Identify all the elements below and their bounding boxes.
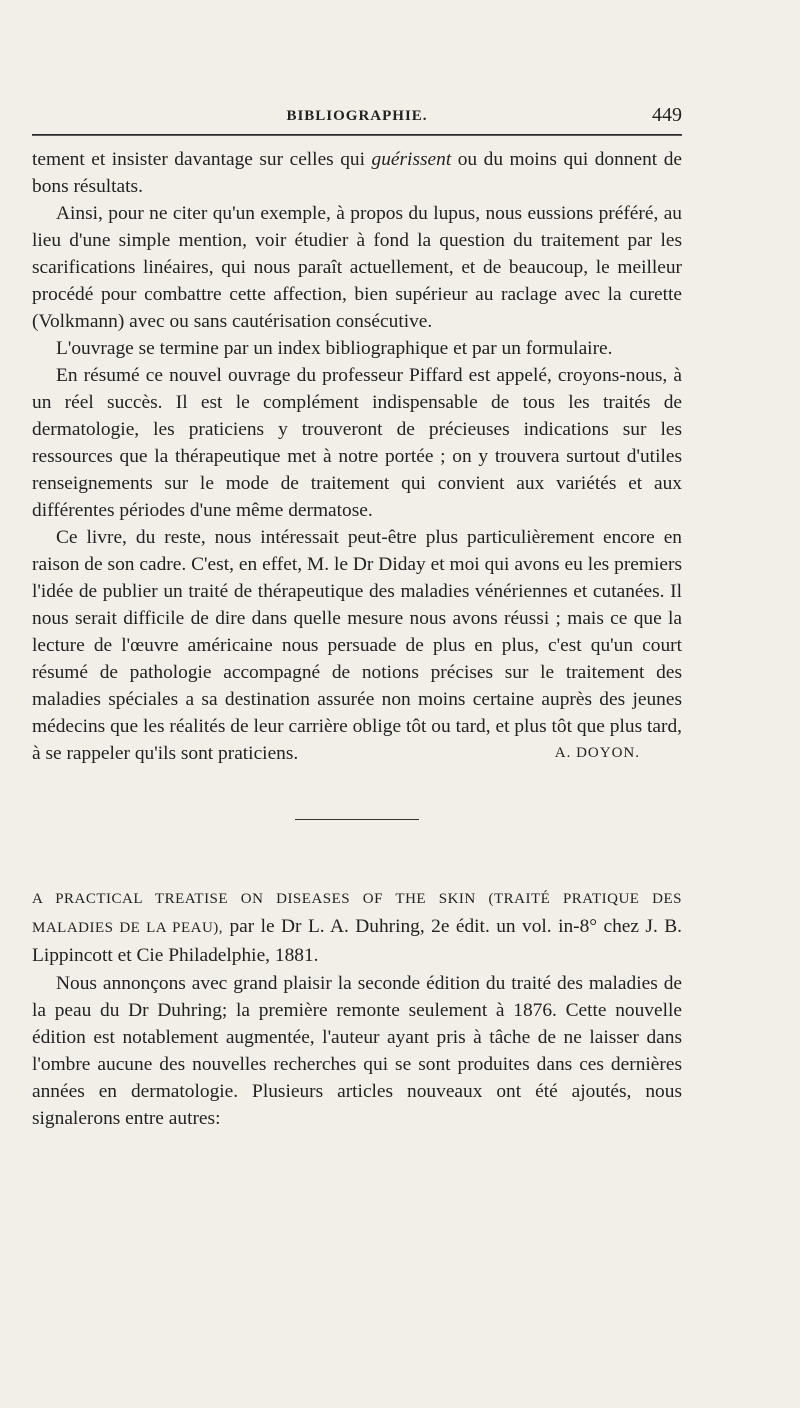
article-text [32, 146, 682, 767]
review-section [32, 884, 682, 1132]
running-title: BIBLIOGRAPHIE. [286, 108, 428, 124]
paragraph: L'ouvrage se termine par un index bibliographique et par un formulaire. [56, 338, 613, 359]
page-number: 449 [652, 104, 682, 126]
author-signature: A. DOYON. [554, 745, 640, 761]
paragraph: Ainsi, pour ne citer qu'un exemple, à propos du lupus, nous eussions préféré, au lieu d'une simple mention, voir étudier à fond la question du traitement par les scarifications linéaires, qui nous paraît actuellement, et de beaucoup, le meilleur procédé pour combattre cette affection, bien supérieur au raclage avec la curette (Volkmann) avec ou sans cautérisation consécutive. [32, 203, 682, 332]
document-page [32, 104, 682, 1132]
paragraph: Nous annonçons avec grand plaisir la seconde édition du traité des maladies de la peau du Dr Duhring; la première remonte seulement à 1876. Cette nouvelle édition est notablement augmentée, l'auteur ayant pris à tâche de ne laisser dans l'ombre aucune des nouvelles recherches qui se sont produites dans ces dernières années en dermatologie. Plusieurs articles nouveaux ont été ajoutés, nous signalerons entre autres: [32, 973, 682, 1129]
emphasis: guérissent [371, 149, 452, 170]
paragraph: En résumé ce nouvel ouvrage du professeur Piffard est appelé, croyons-nous, à un réel succès. Il est le complément indispensable de tous les traités de dermatologie, les praticiens y trouveront de précieuses indications sur les ressources que la thérapeutique met à notre portée ; on y trouvera surtout d'utiles renseignements sur le mode de traitement qui convient aux variétés et aux différentes périodes d'une même dermatose. [32, 365, 682, 521]
paragraph [32, 524, 682, 767]
section-separator [295, 819, 419, 820]
header-rule [32, 134, 682, 136]
review-citation: par le Dr L. A. Duhring, 2e édit. un vol. in-8° chez J. B. Lippincott et Cie Philadelphie, 1881. [32, 916, 683, 966]
running-head [32, 104, 682, 132]
paragraph-text: tement et insister davantage sur celles qui [32, 149, 372, 170]
paragraph [32, 146, 682, 200]
review-heading [32, 884, 682, 970]
paragraph-text: Ce livre, du reste, nous intéressait peut-être plus particulièrement encore en raison de son cadre. C'est, en effet, M. le Dr Diday et moi qui avons eu les premiers l'idée de publier un traité de thérapeutique des maladies vénériennes et cutanées. Il nous serait difficile de dire dans quelle mesure nous avons réussi ; mais ce que la lecture de l'œuvre américaine nous persuade de plus en plus, c'est qu'un court résumé de pathologie accompagné de notions précises sur le traitement des maladies spéciales a sa destination assurée non moins certaine auprès des jeunes médecins que les réalités de leur carrière oblige tôt ou tard, et plus tôt que plus tard, à se rappeler qu'ils sont praticiens. [32, 527, 682, 764]
paragraph-text: ou du moins qui donnent de bons résultats. [32, 149, 682, 197]
review-title: A PRACTICAL TREATISE ON DISEASES OF THE SKIN (TRAITÉ PRATIQUE DES MALADIES DE LA PEAU), [32, 891, 682, 936]
